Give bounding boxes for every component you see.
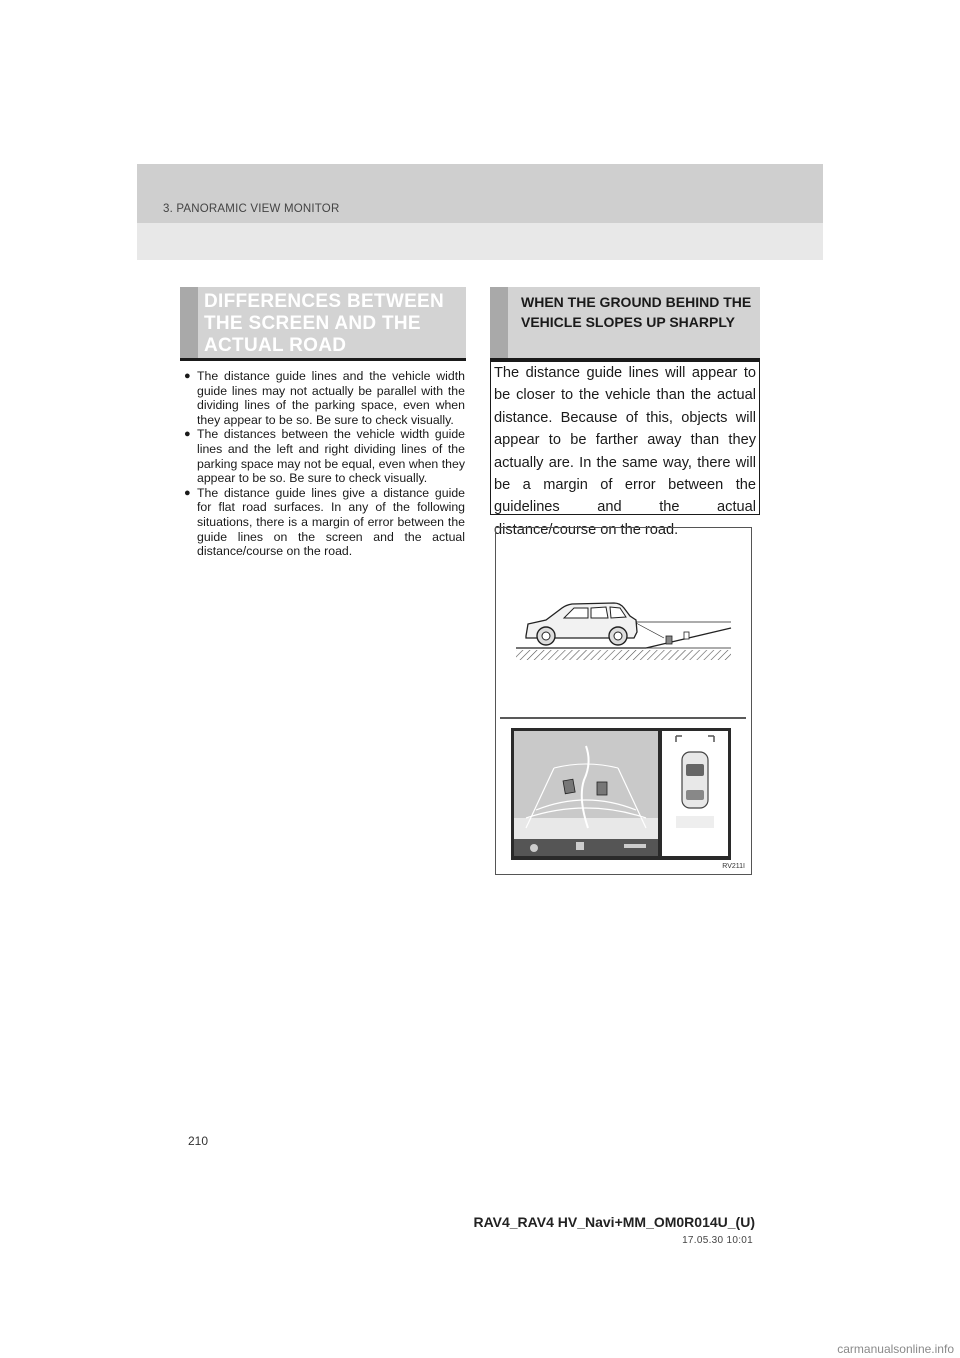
heading-title: DIFFERENCES BETWEEN THE SCREEN AND THE ACTUAL ROAD <box>204 291 445 356</box>
bullet-icon: ● <box>184 428 191 441</box>
page-number: 210 <box>188 1134 209 1148</box>
heading-title: WHEN THE GROUND BEHIND THE VEHICLE SLOPES UP SHARPLY <box>521 294 752 330</box>
bullet-icon: ● <box>184 370 191 382</box>
section-heading-differences <box>180 287 466 361</box>
monitor-view <box>511 728 731 860</box>
info-text: The distance guide lines will appear to be closer to the vehicle than the actual distance. Because of this, objects will appear to be farther away than they actually are. In the same way, there will be a margin of error between the guidelines and the actual distance/course on the road. <box>494 365 756 538</box>
side-view <box>516 603 731 660</box>
list-item-text: The distances between the vehicle width guide lines and the left and right dividing lines of the parking space may not be equal, even when they appear to be so. Be sure to check visually. <box>197 427 465 486</box>
list-item <box>184 369 465 427</box>
document-id: RAV4_RAV4 HV_Navi+MM_OM0R014U_(U) <box>473 1214 755 1230</box>
section-title: 3. PANORAMIC VIEW MONITOR <box>163 203 340 215</box>
list-item-text: The distance guide lines give a distance guide for flat road surfaces. In any of the following situations, there is a margin of error between the guide lines on the screen and the actual distance/course on the road. <box>197 485 465 559</box>
heading-tab <box>490 287 508 358</box>
info-box <box>490 361 760 538</box>
list-item <box>184 486 465 559</box>
section-heading-slope <box>490 287 760 361</box>
illustration-svg <box>496 528 751 874</box>
watermark: carmanualsonline.info <box>837 1342 954 1356</box>
document-date: 17.05.30 10:01 <box>682 1235 753 1246</box>
heading-tab <box>180 287 198 358</box>
list-item <box>184 427 465 485</box>
bullet-icon: ● <box>184 486 191 499</box>
bullet-list <box>184 369 465 559</box>
list-item-text: The distance guide lines and the vehicle width guide lines may not actually be parallel with the dividing lines of the parking space, even when they appear to be so. Be sure to check visually. <box>197 369 465 427</box>
figure-code: RV211I <box>722 863 745 870</box>
suv-side-icon <box>526 603 637 645</box>
car-top-icon <box>682 752 708 808</box>
slope-illustration <box>495 527 752 875</box>
